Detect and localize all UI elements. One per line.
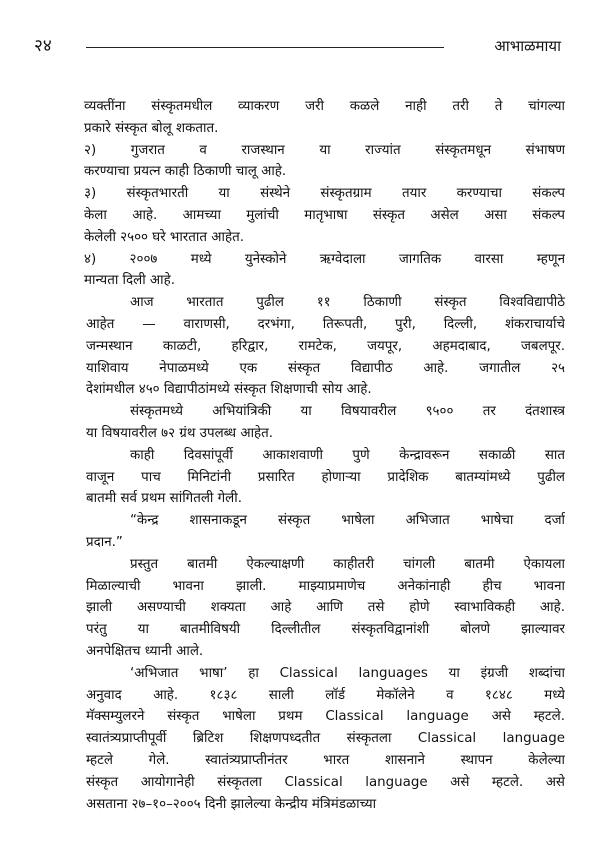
text-line: देशांमधील ४५० विद्यापीठांमध्ये संस्कृत शिक्षणाची सोय आहे. [86, 382, 372, 398]
text-line: “केन्द्र शासनाकडून संस्कृत भाषेला अभिजात भाषेचा दर्जा [130, 513, 565, 529]
text-line: अनपेक्षितच ध्यानी आले. [86, 643, 204, 659]
paragraph [84, 183, 565, 248]
body-text [86, 96, 565, 815]
paragraph [86, 445, 565, 510]
paragraph [84, 249, 565, 293]
paragraph [86, 292, 565, 401]
text-line: संस्कृत आयोगानेही संस्कृतला Classical language असे म्हटले. असे [86, 774, 565, 790]
text-line: मिळाल्याची भावना झाली. माझ्याप्रमाणेच अनेकांनाही हीच भावना [86, 578, 565, 594]
text-line: झाली असण्याची शक्यता आहे आणि तसे होणे स्वाभाविकही आहे. [86, 600, 565, 616]
text-line: असताना २७–१०–२००५ दिनी झालेल्या केन्द्रीय मंत्रिमंडळाच्या [86, 796, 377, 812]
paragraph [86, 663, 565, 816]
text-line: व्यक्तींना संस्कृतमधील व्याकरण जरी कळले नाही तरी ते चांगल्या [84, 99, 565, 114]
text-line: परंतु या बातमीविषयी दिल्लीतील संस्कृतविद्वानांशी बोलणे झाल्यावर [86, 622, 565, 638]
text-line: काही दिवसांपूर्वी आकाशवाणी पुणे केन्द्रावरून सकाळी सात [130, 447, 565, 463]
text-line: प्रदान.” [86, 534, 123, 550]
page-header [34, 36, 561, 60]
paragraph [86, 554, 565, 663]
text-line: वाजून पाच मिनिटांनी प्रसारित होणाऱ्या प्रादेशिक बातम्यांमध्ये पुढील [86, 469, 565, 485]
text-line: ३) संस्कृतभारती या संस्थेने संस्कृतग्राम तयार करण्याचा संकल्प [84, 186, 565, 202]
text-line: २) गुजरात व राजस्थान या राज्यांत संस्कृतमधून संभाषण [84, 142, 565, 158]
text-line: प्रकारे संस्कृत बोलू शकतात. [84, 120, 219, 136]
text-line: मॅक्सम्युलरने संस्कृत भाषेला प्रथम Classical language असे म्हटले. [86, 709, 565, 725]
text-line: प्रस्तुत बातमी ऐकल्याक्षणी काहीतरी चांगली बातमी ऐकायला [130, 556, 565, 572]
text-line: या विषयावरील ७२ ग्रंथ उपलब्ध आहेत. [86, 425, 274, 441]
text-line: ‘अभिजात भाषा’ हा Classical languages या इंग्रजी शब्दांचा [130, 665, 565, 681]
text-line: ४) २००७ मध्ये युनेस्कोने ऋग्वेदाला जागतिक वारसा म्हणून [84, 251, 565, 267]
text-line: करण्याचा प्रयत्न काही ठिकाणी चालू आहे. [84, 164, 287, 180]
text-line: याशिवाय नेपाळमध्ये एक संस्कृत विद्यापीठ आहे. जगातील २५ [86, 360, 565, 376]
text-line: मान्यता दिली आहे. [84, 273, 175, 289]
paragraph [84, 96, 565, 140]
text-line: जन्मस्थान काळटी, हरिद्वार, रामटेक, जयपूर, अहमदाबाद, जबलपूर. [86, 338, 565, 354]
paragraph [86, 401, 565, 445]
text-line: केला आहे. आमच्या मुलांची मातृभाषा संस्कृत असेल असा संकल्प [84, 207, 565, 223]
text-line: बातमी सर्व प्रथम सांगितली गेली. [86, 491, 242, 507]
text-line: म्हटले गेले. स्वातंत्र्यप्राप्तीनंतर भारत शासनाने स्थापन केलेल्या [86, 752, 565, 768]
page-number: २४ [34, 36, 52, 56]
text-line: आज भारतात पुढील ११ ठिकाणी संस्कृत विश्वविद्यापीठे [130, 295, 565, 311]
text-line: स्वातंत्र्यप्राप्तीपूर्वी ब्रिटिश शिक्षणपध्दतीत संस्कृतला Classical language [86, 731, 565, 747]
text-line: आहेत — वाराणसी, दरभंगा, तिरूपती, पुरी, दिल्ली, शंकराचार्याचे [86, 316, 565, 332]
text-line: संस्कृतमध्ये अभियांत्रिकी या विषयावरील ९५०० तर दंतशास्त्र [130, 404, 565, 420]
header-rule [86, 47, 444, 48]
text-line: केलेली २५०० घरे भारतात आहेत. [84, 229, 244, 245]
text-line: अनुवाद आहे. १८३८ साली लॉर्ड मेकॉलेने व १८४८ मध्ये [86, 687, 565, 703]
paragraph [86, 510, 565, 554]
running-title: आभाळमाया [494, 37, 561, 55]
paragraph [84, 140, 565, 184]
